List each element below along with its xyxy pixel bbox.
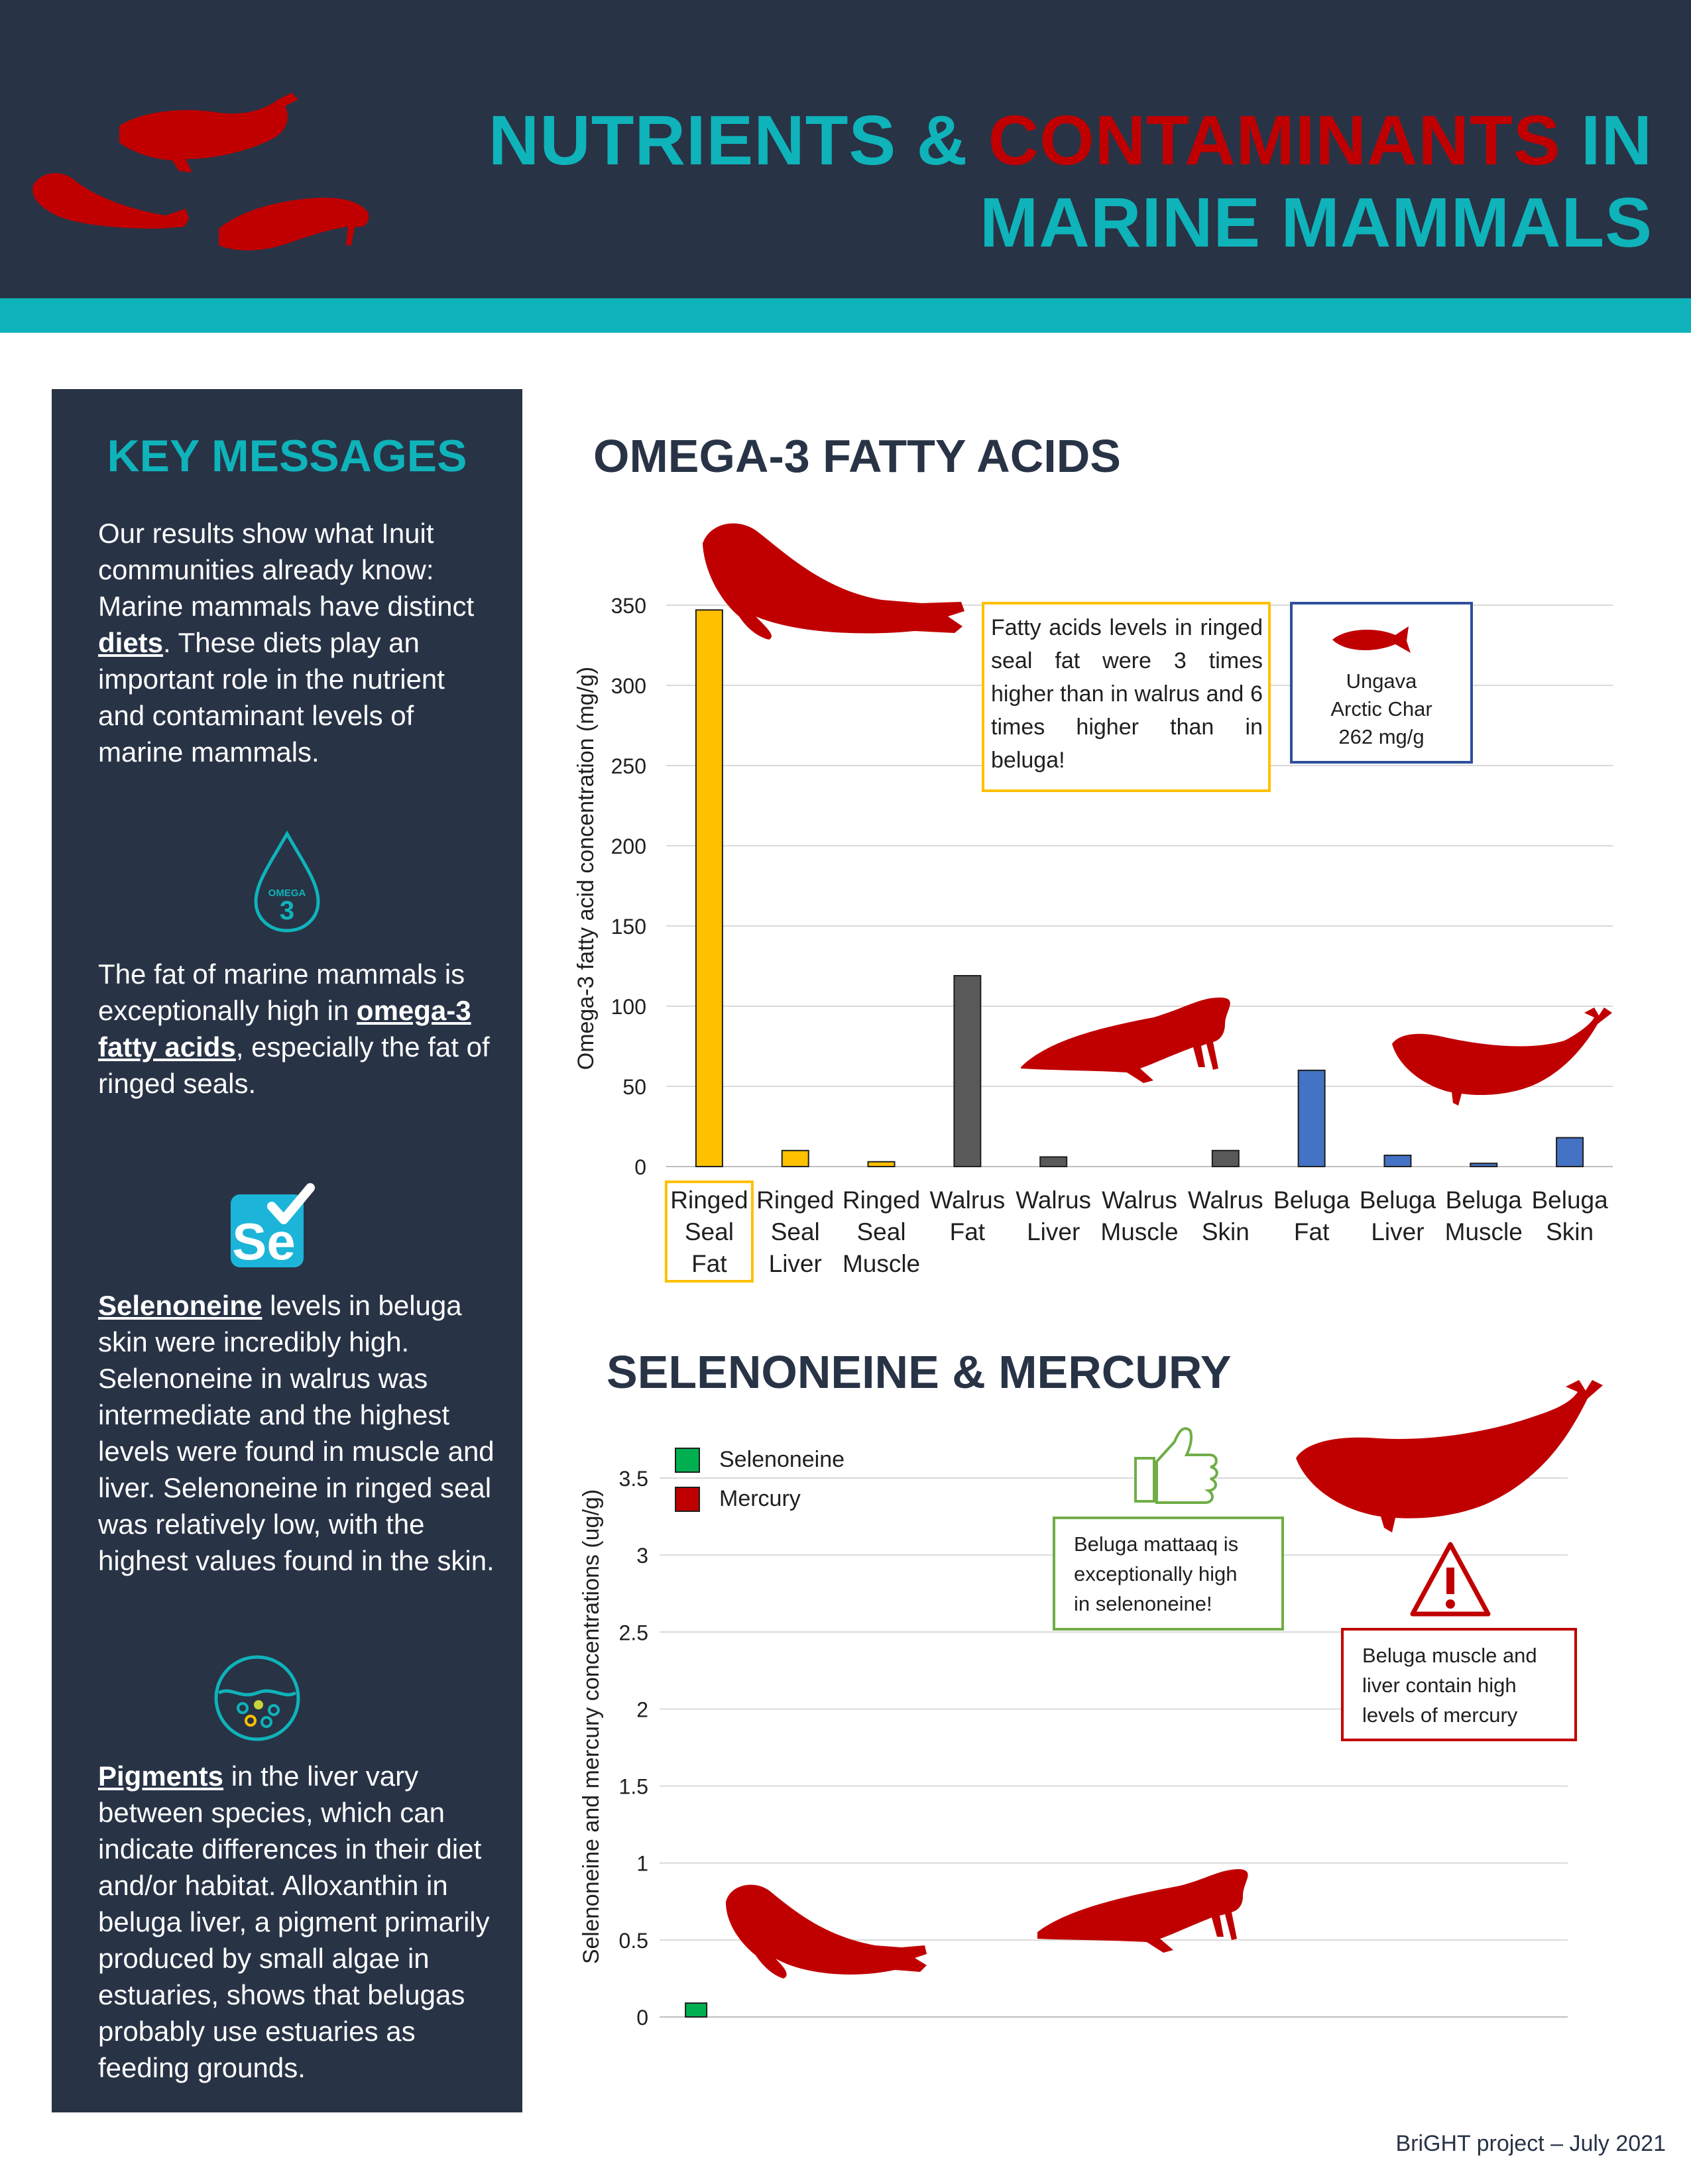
omega-y-tick-label: 0 <box>634 1155 646 1179</box>
chart-legend <box>675 1447 845 1511</box>
selen-y-tick-label: 3.5 <box>618 1467 648 1491</box>
omega-bar <box>1212 1151 1239 1167</box>
omega-text-pre: The fat of marine mammals is exceptionally high in <box>98 958 465 1026</box>
omega-y-tick-label: 100 <box>611 995 646 1019</box>
pigments-text-post: in the liver vary between species, which can indicate differences in their diet and/or habitat. Alloxanthin in beluga liver, a pigment primarily produced by small algae in estuaries, shows that belugas probably use estuaries as feeding grounds. <box>98 1760 490 2083</box>
diets-text-post: . These diets play an important role in the nutrient and contaminant levels of marine mammals. <box>98 627 445 768</box>
omega-y-tick-label: 150 <box>611 915 646 939</box>
omega-icon-number: 3 <box>279 896 295 925</box>
omega-section-title: OMEGA-3 FATTY ACIDS <box>593 430 1121 482</box>
thumbs-up-icon <box>1136 1428 1217 1503</box>
omega-x-tick-label: Ringed Seal Muscle <box>842 1186 921 1277</box>
mercury-note-line2: liver contain high <box>1362 1674 1517 1697</box>
omega-y-tick-label: 200 <box>611 834 646 858</box>
page-title-line2: MARINE MAMMALS <box>980 184 1653 262</box>
arctic-char-line3: 262 mg/g <box>1338 725 1425 748</box>
omega-x-tick-label: Beluga Fat <box>1273 1186 1350 1245</box>
selenium-icon-symbol: Se <box>232 1212 296 1271</box>
omega-y-tick-label: 250 <box>611 754 646 778</box>
mattaaq-note-line3: in selenoneine! <box>1074 1592 1212 1615</box>
omega-bar <box>868 1162 895 1167</box>
omega-y-axis-label: Omega-3 fatty acid concentration (mg/g) <box>573 666 599 1070</box>
legend-label-mercury: Mercury <box>719 1486 801 1511</box>
footer-credit: BriGHT project – July 2021 <box>1395 2131 1666 2156</box>
selen-y-tick-label: 1 <box>636 1851 648 1876</box>
arctic-char-line1: Ungava <box>1346 669 1417 693</box>
selen-y-tick-label: 0.5 <box>618 1928 648 1953</box>
selen-y-tick-label: 2.5 <box>618 1621 648 1645</box>
omega-icon-label: OMEGA <box>268 888 306 899</box>
selenoneine-section-title: SELENONEINE & MERCURY <box>607 1346 1232 1398</box>
omega-text-post: , especially the fat of ringed seals. <box>98 1031 490 1099</box>
diets-text-pre: Our results show what Inuit communities already know: Marine mammals have distinct <box>98 518 475 622</box>
selenoneine-keyword: Selenoneine <box>98 1290 262 1321</box>
title-part-contaminants: CONTAMINANTS <box>988 101 1561 180</box>
beluga-silhouette-large-icon <box>1296 1380 1603 1532</box>
fatty-acids-note-wrapper <box>991 611 1263 787</box>
omega-y-tick-label: 50 <box>622 1075 646 1099</box>
selenoneine-bar <box>685 2003 707 2017</box>
beluga-silhouette-icon <box>1392 1007 1612 1106</box>
omega-x-tick-label: Walrus Fat <box>929 1186 1006 1245</box>
mattaaq-note-line2: exceptionally high <box>1074 1562 1238 1585</box>
omega-x-tick-label: Beluga Skin <box>1531 1186 1608 1245</box>
omega-bar <box>1556 1137 1583 1167</box>
omega-y-tick-label: 350 <box>611 594 646 618</box>
omega-x-tick-label: Walrus Skin <box>1187 1186 1263 1245</box>
walrus-silhouette-icon <box>1021 998 1230 1083</box>
omega-bar <box>954 976 980 1167</box>
arctic-char-line2: Arctic Char <box>1330 697 1432 720</box>
legend-label-selenoneine: Selenoneine <box>719 1447 845 1472</box>
title-part-nutrients: NUTRIENTS & <box>488 101 988 180</box>
legend-swatch-mercury <box>675 1487 699 1511</box>
omega-x-tick-label: Ringed Seal Fat <box>670 1186 748 1277</box>
selenoneine-mercury-bar-chart <box>0 1326 1691 2121</box>
omega-y-tick-label: 300 <box>611 674 646 698</box>
legend-swatch-selenoneine <box>675 1448 699 1472</box>
selen-y-axis-label: Selenoneine and mercury concentrations (ug/g) <box>579 1489 604 1965</box>
mercury-note-line1: Beluga muscle and <box>1362 1644 1537 1667</box>
mattaaq-note-line1: Beluga mattaaq is <box>1074 1532 1239 1556</box>
selen-y-tick-label: 2 <box>636 1697 648 1722</box>
omega-keyword: omega-3 fatty acids <box>98 995 471 1063</box>
selen-y-tick-label: 0 <box>636 2006 648 2030</box>
title-part-in: IN <box>1560 101 1653 180</box>
fatty-acids-note-text: Fatty acids levels in ringed seal fat were 3 times higher than in walrus and 6 times higher than in beluga! <box>991 615 1263 773</box>
omega-bar <box>696 610 723 1167</box>
selen-y-tick-label: 1.5 <box>618 1774 648 1799</box>
omega-bar <box>782 1151 809 1167</box>
omega-bar <box>1040 1157 1067 1167</box>
omega-x-tick-label: Beluga Muscle <box>1444 1186 1523 1245</box>
pigments-keyword: Pigments <box>98 1760 224 1792</box>
diets-keyword: diets <box>98 627 164 658</box>
key-messages-title: KEY MESSAGES <box>107 431 467 481</box>
omega-x-tick-label: Ringed Seal Liver <box>756 1186 835 1277</box>
selen-y-tick-label: 3 <box>636 1544 648 1568</box>
omega-bar <box>1470 1163 1497 1167</box>
omega-x-tick-label: Walrus Liver <box>1016 1186 1092 1245</box>
omega-x-tick-label: Beluga Liver <box>1359 1186 1436 1245</box>
selenoneine-text-post: levels in beluga skin were incredibly high. Selenoneine in walrus was intermediate and the highest levels were found in muscle and liver. Selenoneine in ringed seal was relatively low, with the highest values found in the skin. <box>98 1290 495 1576</box>
omega-bar <box>1384 1155 1411 1167</box>
ringed-seal-silhouette-icon-2 <box>726 1885 927 1979</box>
omega-x-tick-label: Walrus Muscle <box>1100 1186 1179 1245</box>
ringed-seal-silhouette-icon <box>703 524 964 640</box>
mercury-note-line3: levels of mercury <box>1362 1703 1518 1727</box>
omega-bar <box>1299 1070 1325 1167</box>
